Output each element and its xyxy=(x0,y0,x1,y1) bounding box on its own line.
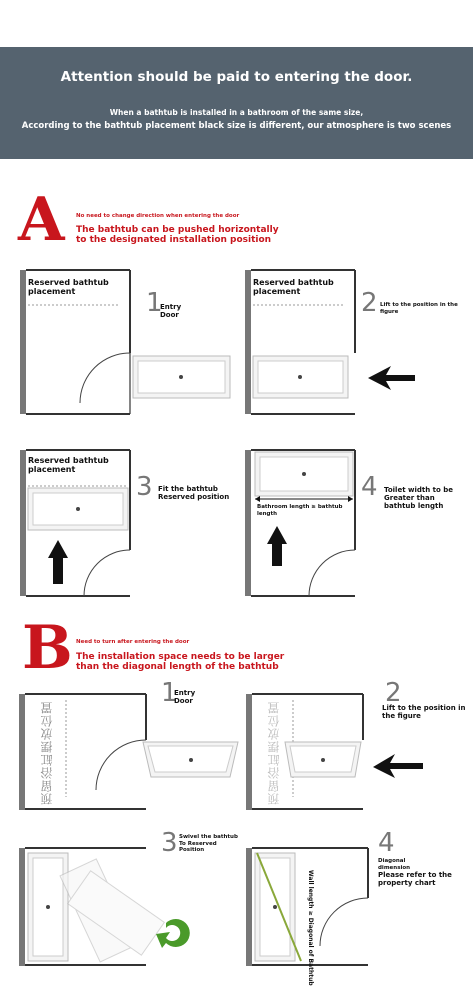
step-text-a4: Toilet width to be Greater than bathtub length xyxy=(384,486,453,510)
step-text-b2: Lift to the position in the figure xyxy=(382,704,466,720)
section-a-title: The bathtub can be pushed horizontally to the designated installation position xyxy=(76,225,279,245)
step-number-a2: 2 xyxy=(361,288,378,318)
step-text-a2: Lift to the position in the figure xyxy=(380,302,458,315)
step-number-b4: 4 xyxy=(378,828,395,858)
header-line-2: According to the bathtub placement black size is different, our atmosphere is two scenes xyxy=(21,121,452,131)
section-b-letter: B xyxy=(22,613,73,683)
section-b-title: The installation space needs to be larger than the diagonal length of the bathtub xyxy=(76,652,285,672)
section-a-letter: A xyxy=(18,185,65,255)
step-number-a3: 3 xyxy=(136,472,153,502)
reserved-label-a3: Reserved bathtub placement xyxy=(28,456,109,474)
measure-label-a4: Bathroom length ≥ bathtub length xyxy=(257,504,343,517)
reserved-label-a1: Reserved bathtub placement xyxy=(28,278,109,296)
diagram-a-step-3 xyxy=(18,440,238,600)
step-text-a3: Fit the bathtub Reserved position xyxy=(158,485,230,501)
diagram-b-step-3 xyxy=(16,828,241,968)
vertical-label-b2: 预留浴缸摆放位置 xyxy=(267,701,281,805)
diagram-a-step-4 xyxy=(243,440,468,600)
diagram-b-step-1 xyxy=(16,678,241,812)
header-line-1: When a bathtub is installed in a bathroom of the same size, xyxy=(109,108,364,117)
step-text-b1: Entry Door xyxy=(174,689,196,705)
reserved-label-a2: Reserved bathtub placement xyxy=(253,278,334,296)
step-sub-b4: Diagonal dimension xyxy=(378,858,411,871)
diagram-a-step-1 xyxy=(18,258,238,418)
step-text-b4: Please refer to the property chart xyxy=(378,871,452,887)
header-banner xyxy=(0,47,473,159)
step-number-b3: 3 xyxy=(161,828,178,858)
diagram-b-step-2 xyxy=(243,678,468,812)
step-number-a4: 4 xyxy=(361,472,378,502)
step-text-a1: Entry Door xyxy=(160,303,182,319)
wall-length-label-b4: Wall length ≥ Diagonal of Bathtub xyxy=(307,870,314,986)
vertical-label-b1: 预留浴缸摆放位置 xyxy=(40,701,54,805)
step-number-b2: 2 xyxy=(385,678,402,708)
section-a-note: No need to change direction when entering the door xyxy=(76,213,240,219)
diagram-b-step-4 xyxy=(243,828,468,993)
room-a4-drawing xyxy=(243,440,468,600)
step-number-a1: 1 xyxy=(146,288,163,318)
header-title: Attention should be paid to entering the door. xyxy=(60,69,413,85)
room-b4-drawing xyxy=(243,828,468,993)
step-text-b3: Swivel the bathtub To Reserved Position xyxy=(179,834,238,853)
step-number-b1: 1 xyxy=(161,678,178,708)
diagram-a-step-2 xyxy=(243,258,468,418)
section-b-note: Need to turn after entering the door xyxy=(76,639,190,645)
